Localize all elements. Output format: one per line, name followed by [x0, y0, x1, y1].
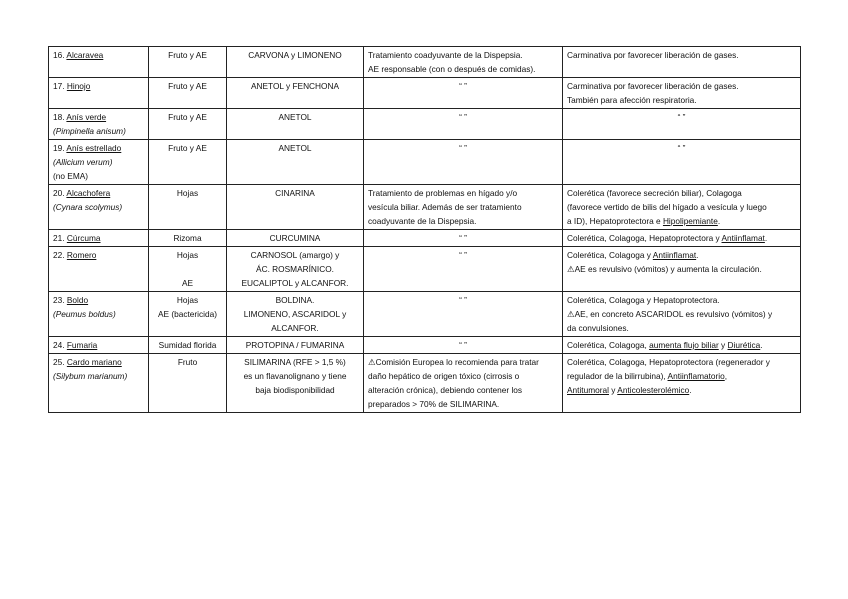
use-cell: Tratamiento de problemas en hígado y/o vesícula biliar. Además de ser tratamiento coadyuvante de la Dispepsia.: [364, 185, 563, 230]
plant-name: Boldo: [66, 295, 89, 305]
action-cell: Colerética (favorece secreción biliar), Colagoga (favorece vertido de bilis del hígado a vesícula y luego a ID), Hepatoprotectora e Hipolipemiante.: [563, 185, 801, 230]
document-sheet: [48, 46, 800, 413]
action-cell: Carminativa por favorecer liberación de gases.: [563, 47, 801, 78]
action-cell: “ ”: [563, 140, 801, 185]
table-row: [49, 78, 801, 109]
plants-table: [48, 46, 801, 413]
plant-name: Cardo mariano: [66, 357, 122, 367]
table-row: [49, 354, 801, 413]
action-cell: Carminativa por favorecer liberación de gases. También para afección respiratoria.: [563, 78, 801, 109]
compound-cell: CARNOSOL (amargo) y ÁC. ROSMARÍNICO. EUCALIPTOL y ALCANFOR.: [227, 247, 364, 292]
part-cell: Fruto y AE: [149, 78, 227, 109]
plant-cell: 19. Anís estrellado (Allicium verum) (no EMA): [49, 140, 149, 185]
action-cell: Colerética, Colagoga, Hepatoprotectora y Antiinflamat.: [563, 230, 801, 247]
plant-cell: 25. Cardo mariano (Silybum marianum): [49, 354, 149, 413]
warning-icon: ⚠: [567, 309, 575, 319]
plant-name: Alcachofera: [66, 188, 111, 198]
plant-cell: 17. Hinojo: [49, 78, 149, 109]
action-cell: “ ”: [563, 109, 801, 140]
latin-name: (Peumus boldus): [53, 309, 116, 319]
plant-name: Anís estrellado: [66, 143, 122, 153]
table-row: [49, 140, 801, 185]
plant-cell: 24. Fumaria: [49, 337, 149, 354]
plant-cell: 23. Boldo (Peumus boldus): [49, 292, 149, 337]
action-cell: Colerética, Colagoga y Antiinflamat. ⚠AE es revulsivo (vómitos) y aumenta la circulación.: [563, 247, 801, 292]
compound-cell: CINARINA: [227, 185, 364, 230]
table-row: [49, 247, 801, 292]
compound-cell: ANETOL y FENCHONA: [227, 78, 364, 109]
table-row: [49, 109, 801, 140]
use-cell: “ ”: [364, 109, 563, 140]
action-cell: Colerética, Colagoga y Hepatoprotectora. ⚠AE, en concreto ASCARIDOL es revulsivo (vómitos) y da convulsiones.: [563, 292, 801, 337]
latin-name: (Allicium verum): [53, 157, 113, 167]
use-cell: Tratamiento coadyuvante de la Dispepsia. AE responsable (con o después de comidas).: [364, 47, 563, 78]
part-cell: Fruto y AE: [149, 140, 227, 185]
use-cell: “ ”: [364, 292, 563, 337]
table-row: [49, 292, 801, 337]
plant-name: Cúrcuma: [66, 233, 101, 243]
use-cell: ⚠Comisión Europea lo recomienda para tratar daño hepático de origen tóxico (cirrosis o alteración crónica), debiendo contener los preparados > 70% de SILIMARINA.: [364, 354, 563, 413]
compound-cell: ANETOL: [227, 140, 364, 185]
action-cell: Colerética, Colagoga, Hepatoprotectora (regenerador y regulador de la bilirrubina), Antiinflamatorio, Antitumoral y Anticolesterolémico.: [563, 354, 801, 413]
latin-name: (Cynara scolymus): [53, 202, 123, 212]
latin-name: (Silybum marianum): [53, 371, 128, 381]
plant-name: Fumaria: [66, 340, 98, 350]
table-row: [49, 47, 801, 78]
use-cell: “ ”: [364, 140, 563, 185]
ema-note: (no EMA): [53, 171, 89, 181]
plant-cell: 18. Anís verde (Pimpinella anisum): [49, 109, 149, 140]
use-cell: “ ”: [364, 230, 563, 247]
part-cell: Rizoma: [149, 230, 227, 247]
compound-cell: SILIMARINA (RFE > 1,5 %) es un flavanolignano y tiene baja biodisponibilidad: [227, 354, 364, 413]
plant-cell: 16. Alcaravea: [49, 47, 149, 78]
plant-name: Anís verde: [66, 112, 107, 122]
plant-name: Romero: [66, 250, 97, 260]
part-cell: Sumidad florida: [149, 337, 227, 354]
part-cell: Fruto y AE: [149, 109, 227, 140]
compound-cell: CARVONA y LIMONENO: [227, 47, 364, 78]
use-cell: “ ”: [364, 78, 563, 109]
action-cell: Colerética, Colagoga, aumenta flujo biliar y Diurética.: [563, 337, 801, 354]
compound-cell: PROTOPINA / FUMARINA: [227, 337, 364, 354]
latin-name: (Pimpinella anisum): [53, 126, 126, 136]
plant-cell: 22. Romero: [49, 247, 149, 292]
plant-cell: 21. Cúrcuma: [49, 230, 149, 247]
use-cell: “ ”: [364, 247, 563, 292]
use-cell: “ ”: [364, 337, 563, 354]
plant-cell: 20. Alcachofera (Cynara scolymus): [49, 185, 149, 230]
warning-icon: ⚠: [567, 264, 575, 274]
compound-cell: CURCUMINA: [227, 230, 364, 247]
compound-cell: ANETOL: [227, 109, 364, 140]
table-row: [49, 185, 801, 230]
part-cell: Fruto y AE: [149, 47, 227, 78]
table-row: [49, 230, 801, 247]
table-row: [49, 337, 801, 354]
warning-icon: ⚠: [368, 357, 376, 367]
part-cell: Hojas: [149, 185, 227, 230]
part-cell: Hojas AE: [149, 247, 227, 292]
plant-name: Alcaravea: [66, 50, 104, 60]
compound-cell: BOLDINA. LIMONENO, ASCARIDOL y ALCANFOR.: [227, 292, 364, 337]
plant-name: Hinojo: [66, 81, 91, 91]
part-cell: Hojas AE (bactericida): [149, 292, 227, 337]
part-cell: Fruto: [149, 354, 227, 413]
